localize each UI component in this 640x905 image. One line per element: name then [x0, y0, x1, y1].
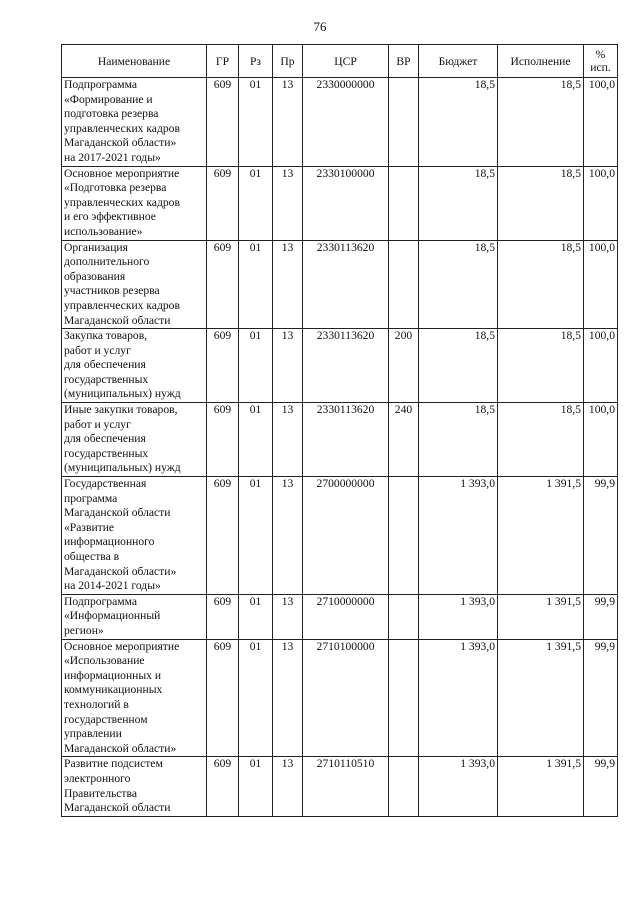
- row-budget: 18,5: [419, 240, 498, 329]
- row-name: Основное мероприятие «Использование информационных и коммуникационных технологий в государственном управлении Магаданской области»: [62, 639, 207, 757]
- row-budget: 1 393,0: [419, 757, 498, 816]
- budget-execution-table: [61, 44, 618, 817]
- row-pr: 13: [273, 477, 303, 595]
- row-pr: 13: [273, 166, 303, 240]
- row-percent: 100,0: [584, 240, 618, 329]
- row-csr: 2330100000: [303, 166, 389, 240]
- row-csr: 2330113620: [303, 240, 389, 329]
- header-execution: Исполнение: [498, 45, 584, 78]
- row-gr: 609: [207, 166, 239, 240]
- row-execution: 18,5: [498, 166, 584, 240]
- row-name: Развитие подсистем электронного Правительства Магаданской области: [62, 757, 207, 816]
- row-gr: 609: [207, 639, 239, 757]
- row-budget: 1 393,0: [419, 477, 498, 595]
- row-csr: 2330000000: [303, 78, 389, 167]
- header-csr: ЦСР: [303, 45, 389, 78]
- row-csr: 2710000000: [303, 594, 389, 639]
- row-rz: 01: [239, 477, 273, 595]
- row-gr: 609: [207, 78, 239, 167]
- row-percent: 100,0: [584, 78, 618, 167]
- row-rz: 01: [239, 240, 273, 329]
- row-percent: 99,9: [584, 757, 618, 816]
- row-execution: 1 391,5: [498, 594, 584, 639]
- row-budget: 18,5: [419, 78, 498, 167]
- row-execution: 1 391,5: [498, 757, 584, 816]
- row-vr: [389, 240, 419, 329]
- row-execution: 1 391,5: [498, 639, 584, 757]
- row-execution: 18,5: [498, 78, 584, 167]
- row-name: Организация дополнительного образования участников резерва управленческих кадров Магаданской области: [62, 240, 207, 329]
- row-name: Подпрограмма «Информационный регион»: [62, 594, 207, 639]
- row-pr: 13: [273, 403, 303, 477]
- row-rz: 01: [239, 757, 273, 816]
- header-percent: % исп.: [584, 45, 618, 78]
- header-gr: ГР: [207, 45, 239, 78]
- row-pr: 13: [273, 594, 303, 639]
- row-execution: 1 391,5: [498, 477, 584, 595]
- row-rz: 01: [239, 403, 273, 477]
- row-percent: 99,9: [584, 639, 618, 757]
- table-row: [62, 639, 618, 757]
- row-percent: 100,0: [584, 166, 618, 240]
- row-csr: 2330113620: [303, 329, 389, 403]
- row-gr: 609: [207, 240, 239, 329]
- table-row: [62, 477, 618, 595]
- header-vr: ВР: [389, 45, 419, 78]
- table-row: [62, 166, 618, 240]
- row-execution: 18,5: [498, 329, 584, 403]
- header-pr: Пр: [273, 45, 303, 78]
- table-row: [62, 78, 618, 167]
- row-vr: 200: [389, 329, 419, 403]
- row-gr: 609: [207, 403, 239, 477]
- table-row: [62, 403, 618, 477]
- row-budget: 1 393,0: [419, 639, 498, 757]
- row-rz: 01: [239, 639, 273, 757]
- row-csr: 2710110510: [303, 757, 389, 816]
- header-name: Наименование: [62, 45, 207, 78]
- row-rz: 01: [239, 78, 273, 167]
- row-budget: 1 393,0: [419, 594, 498, 639]
- row-csr: 2710100000: [303, 639, 389, 757]
- row-percent: 100,0: [584, 329, 618, 403]
- row-gr: 609: [207, 594, 239, 639]
- row-rz: 01: [239, 594, 273, 639]
- page-number: 76: [313, 19, 327, 34]
- row-name: Основное мероприятие «Подготовка резерва управленческих кадров и его эффективное использование»: [62, 166, 207, 240]
- row-gr: 609: [207, 757, 239, 816]
- table-row: [62, 757, 618, 816]
- row-vr: [389, 477, 419, 595]
- table-row: [62, 594, 618, 639]
- row-csr: 2700000000: [303, 477, 389, 595]
- row-vr: 240: [389, 403, 419, 477]
- row-gr: 609: [207, 329, 239, 403]
- row-vr: [389, 639, 419, 757]
- row-execution: 18,5: [498, 240, 584, 329]
- row-vr: [389, 166, 419, 240]
- row-budget: 18,5: [419, 403, 498, 477]
- row-budget: 18,5: [419, 329, 498, 403]
- row-name: Подпрограмма «Формирование и подготовка резерва управленческих кадров Магаданской области» на 2017-2021 годы»: [62, 78, 207, 167]
- row-pr: 13: [273, 329, 303, 403]
- row-pr: 13: [273, 78, 303, 167]
- row-vr: [389, 757, 419, 816]
- row-percent: 99,9: [584, 477, 618, 595]
- row-csr: 2330113620: [303, 403, 389, 477]
- row-name: Закупка товаров, работ и услуг для обеспечения государственных (муниципальных) нужд: [62, 329, 207, 403]
- row-name: Иные закупки товаров, работ и услуг для обеспечения государственных (муниципальных) нужд: [62, 403, 207, 477]
- row-pr: 13: [273, 639, 303, 757]
- row-name: Государственная программа Магаданской области «Развитие информационного общества в Магаданской области» на 2014-2021 годы»: [62, 477, 207, 595]
- row-pr: 13: [273, 240, 303, 329]
- row-vr: [389, 594, 419, 639]
- row-gr: 609: [207, 477, 239, 595]
- table-row: [62, 329, 618, 403]
- header-rz: Рз: [239, 45, 273, 78]
- table-header-row: [62, 45, 618, 78]
- row-vr: [389, 78, 419, 167]
- row-budget: 18,5: [419, 166, 498, 240]
- row-percent: 99,9: [584, 594, 618, 639]
- table-row: [62, 240, 618, 329]
- row-pr: 13: [273, 757, 303, 816]
- row-rz: 01: [239, 166, 273, 240]
- row-rz: 01: [239, 329, 273, 403]
- header-budget: Бюджет: [419, 45, 498, 78]
- row-percent: 100,0: [584, 403, 618, 477]
- row-execution: 18,5: [498, 403, 584, 477]
